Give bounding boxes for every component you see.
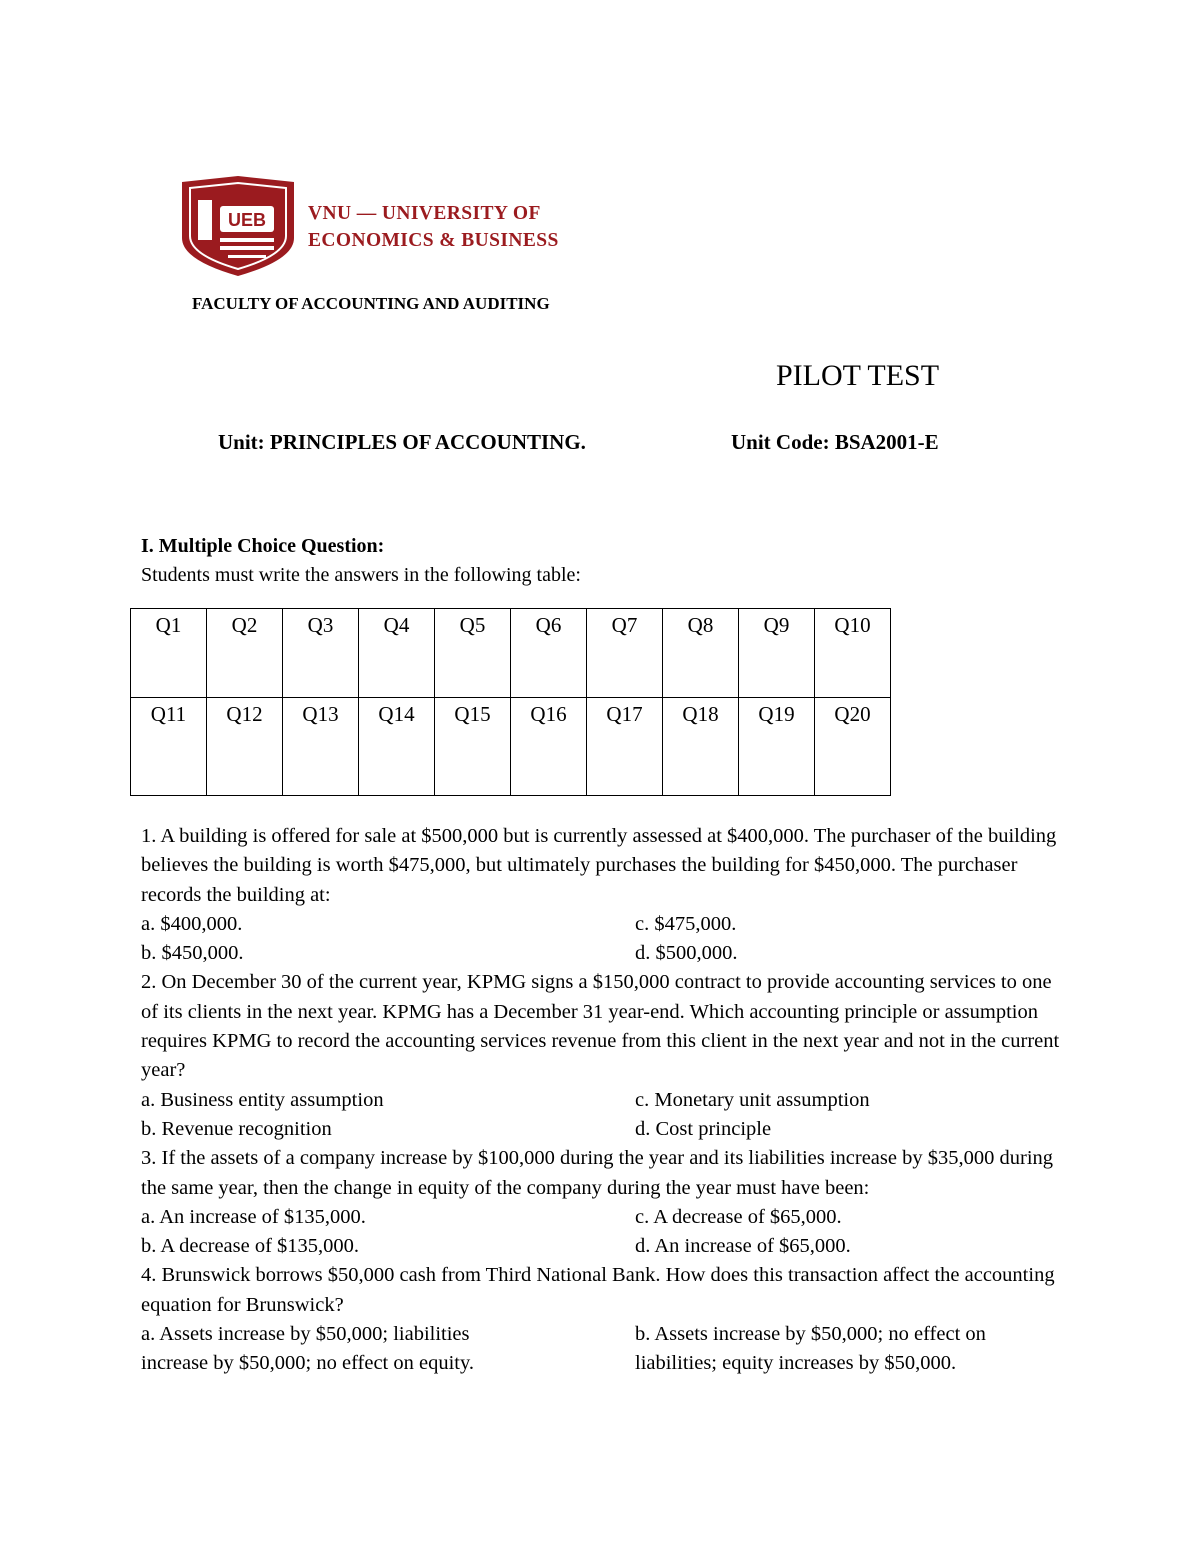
section-heading: I. Multiple Choice Question: — [141, 535, 385, 557]
answer-cell[interactable]: Q14 — [359, 698, 435, 796]
section-instruction: Students must write the answers in the following table: — [141, 564, 581, 586]
question-3-stem: 3. If the assets of a company increase by $100,000 during the year and its liabilities increase by $35,000 during the same year, then the change in equity of the company during the year must have been: — [141, 1147, 1054, 1199]
answer-table-row — [131, 609, 891, 698]
shield-logo-icon — [180, 176, 296, 276]
answer-cell[interactable]: Q2 — [207, 609, 283, 698]
faculty-name: FACULTY OF ACCOUNTING AND AUDITING — [192, 294, 550, 313]
question-2-option-b: b. Revenue recognition — [141, 1117, 332, 1140]
answer-cell[interactable]: Q7 — [587, 609, 663, 698]
answer-table-row — [131, 698, 891, 796]
question-2-options-row1 — [141, 1086, 1061, 1115]
question-1-option-a: a. $400,000. — [141, 912, 243, 935]
answer-cell[interactable]: Q20 — [815, 698, 891, 796]
question-4-option-a: a. Assets increase by $50,000; liabilities increase by $50,000; no effect on equity. — [141, 1323, 475, 1375]
unit-code: Unit Code: BSA2001-E — [731, 430, 939, 454]
question-4-option-b: b. Assets increase by $50,000; no effect on liabilities; equity increases by $50,000. — [635, 1323, 986, 1375]
question-list — [141, 822, 1061, 1379]
answer-cell[interactable]: Q9 — [739, 609, 815, 698]
answer-cell[interactable]: Q11 — [131, 698, 207, 796]
question-4-stem: 4. Brunswick borrows $50,000 cash from Third National Bank. How does this transaction affect the accounting equation for Brunswick? — [141, 1264, 1055, 1316]
answer-table — [130, 608, 891, 796]
question-2-option-d: d. Cost principle — [635, 1117, 772, 1140]
question-2-option-a: a. Business entity assumption — [141, 1088, 384, 1111]
university-logo — [180, 176, 600, 276]
university-name-line2: ECONOMICS & BUSINESS — [308, 230, 559, 251]
question-1-options-row2 — [141, 939, 1061, 968]
question-3-option-c: c. A decrease of $65,000. — [635, 1205, 842, 1228]
answer-cell[interactable]: Q13 — [283, 698, 359, 796]
question-3-option-b: b. A decrease of $135,000. — [141, 1235, 360, 1258]
page-title: PILOT TEST — [776, 359, 940, 392]
answer-cell[interactable]: Q12 — [207, 698, 283, 796]
answer-cell[interactable]: Q18 — [663, 698, 739, 796]
question-1-option-c: c. $475,000. — [635, 912, 737, 935]
question-1-option-b: b. $450,000. — [141, 942, 244, 965]
question-3-option-a: a. An increase of $135,000. — [141, 1205, 366, 1228]
answer-cell[interactable]: Q6 — [511, 609, 587, 698]
answer-cell[interactable]: Q16 — [511, 698, 587, 796]
answer-cell[interactable]: Q5 — [435, 609, 511, 698]
shield-text: UEB — [227, 210, 267, 230]
university-name — [308, 200, 559, 254]
question-3-option-d: d. An increase of $65,000. — [635, 1235, 851, 1258]
answer-cell[interactable]: Q3 — [283, 609, 359, 698]
question-4-option-a-wrap — [141, 1320, 635, 1379]
answer-cell[interactable]: Q15 — [435, 698, 511, 796]
question-1-stem: 1. A building is offered for sale at $500,000 but is currently assessed at $400,000. The purchaser of the building believes the building is worth $475,000, but ultimately purchases the building for $450,000. The purchaser records the building at: — [141, 825, 1057, 906]
question-1-option-d: d. $500,000. — [635, 942, 738, 965]
question-3-options-row2 — [141, 1232, 1061, 1261]
question-2-option-c: c. Monetary unit assumption — [635, 1088, 870, 1111]
university-name-line1: VNU — UNIVERSITY OF — [308, 203, 541, 224]
answer-cell[interactable]: Q4 — [359, 609, 435, 698]
answer-cell[interactable]: Q17 — [587, 698, 663, 796]
unit-name: Unit: PRINCIPLES OF ACCOUNTING. — [218, 430, 586, 454]
question-4-options-row1 — [141, 1320, 1061, 1379]
question-1-options-row1 — [141, 910, 1061, 939]
question-3-options-row1 — [141, 1203, 1061, 1232]
question-2-options-row2 — [141, 1115, 1061, 1144]
answer-cell[interactable]: Q8 — [663, 609, 739, 698]
answer-cell[interactable]: Q19 — [739, 698, 815, 796]
answer-cell[interactable]: Q10 — [815, 609, 891, 698]
question-2-stem: 2. On December 30 of the current year, KPMG signs a $150,000 contract to provide accounting services to one of its clients in the next year. KPMG has a December 31 year-end. Which accounting principle or assumption requires KPMG to record the accounting services revenue from this client in the next year and not in the current year? — [141, 971, 1060, 1082]
answer-cell[interactable]: Q1 — [131, 609, 207, 698]
